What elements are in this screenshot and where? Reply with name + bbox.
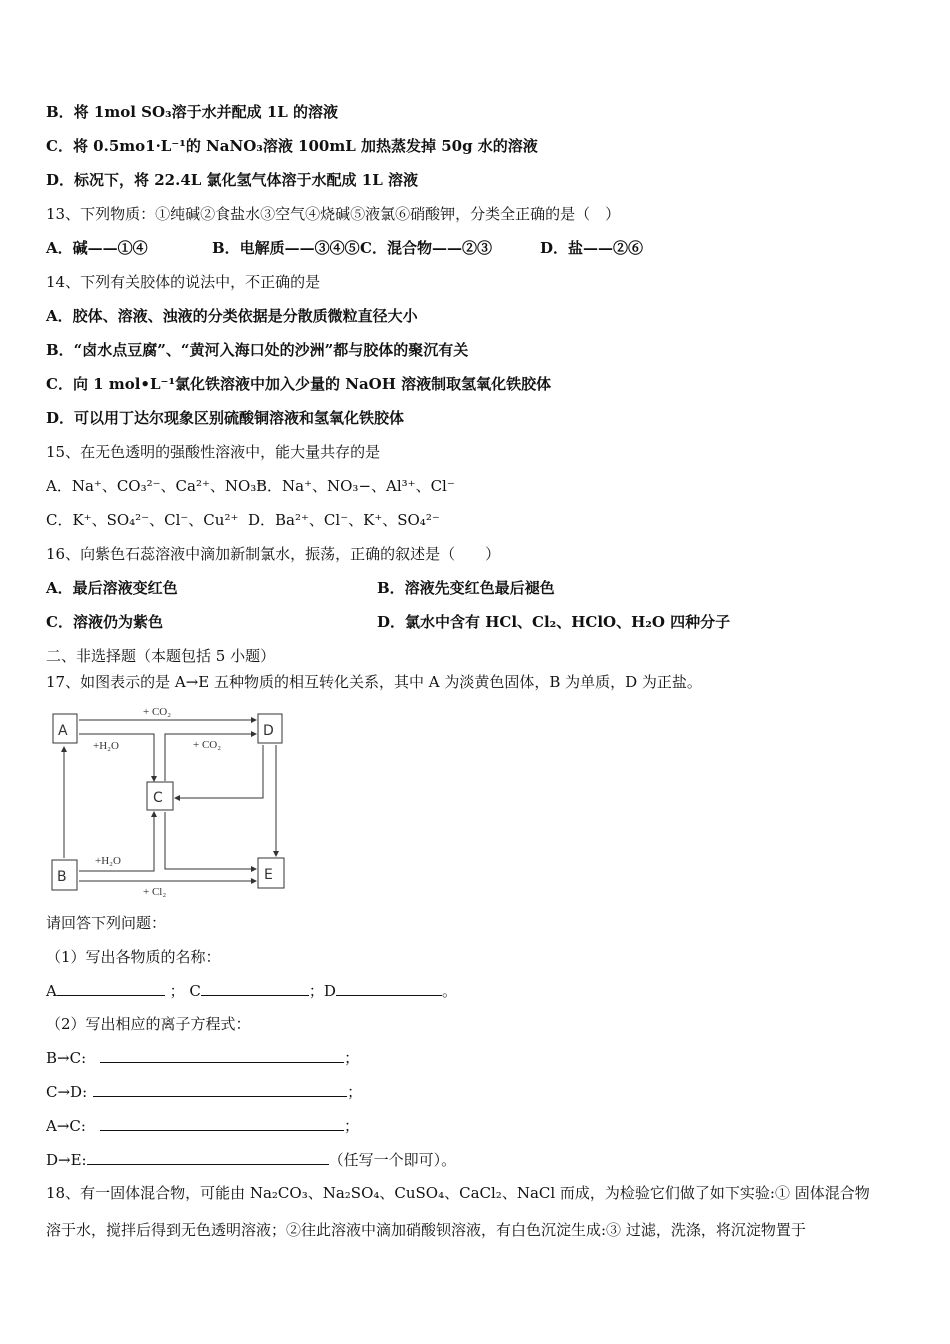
q13-option-c: C．混合物——②③ [360, 239, 492, 257]
q12-option-b: B．将 1mol SO₃溶于水并配成 1L 的溶液 [46, 103, 339, 121]
q16-option-a: A．最后溶液变红色 [46, 579, 178, 597]
q17-stem: 17、如图表示的是 A→E 五种物质的相互转化关系，其中 A 为淡黄色固体，B 为单质，D 为正盐。 [46, 673, 702, 691]
answer-blank-eq[interactable] [100, 1048, 344, 1063]
node-a: A [58, 723, 68, 739]
arrow-d-to-c [175, 745, 263, 798]
q17-names-line [46, 981, 457, 1001]
answer-blank-d[interactable] [336, 981, 442, 996]
q16-option-d: D．氯水中含有 HCl、Cl₂、HClO、H₂O 四种分子 [377, 613, 731, 631]
label-b-c: +H₂O [95, 855, 121, 867]
q12-option-d: D．标况下，将 22.4L 氯化氢气体溶于水配成 1L 溶液 [46, 171, 418, 189]
node-e: E [264, 867, 273, 883]
answer-blank-eq[interactable] [93, 1082, 347, 1097]
q13-option-b: B．电解质——③④⑤ [212, 239, 360, 257]
q15-option-c: C．K⁺、SO₄²⁻、Cl⁻、Cu²⁺ [46, 511, 239, 529]
eq-label: A→C: [46, 1117, 86, 1135]
answer-blank-eq[interactable] [87, 1150, 329, 1165]
q13-option-a: A．碱——①④ [46, 239, 148, 257]
answer-blank-a[interactable] [57, 981, 165, 996]
q15-option-a: A．Na⁺、CO₃²⁻、Ca²⁺、NO₃⁻ [46, 477, 265, 495]
q17-prompt: 请回答下列问题： [46, 914, 167, 932]
q14-option-b: B．“卤水点豆腐”、“黄河入海口处的沙洲”都与胶体的聚沉有关 [46, 341, 469, 359]
q14-stem: 14、下列有关胶体的说法中，不正确的是 [46, 273, 321, 291]
separator: ； [169, 982, 185, 1000]
name-a-label: A [46, 982, 57, 1000]
answer-blank-eq[interactable] [100, 1116, 344, 1131]
equation-d-e [46, 1150, 456, 1170]
q15-option-d: D．Ba²⁺、Cl⁻、K⁺、SO₄²⁻ [248, 511, 440, 529]
q16-option-c: C．溶液仍为紫色 [46, 613, 163, 631]
label-b-e: + Cl₂ [143, 886, 167, 898]
eq-label: C→D: [46, 1083, 88, 1101]
reaction-diagram [40, 700, 300, 900]
eq-end: （任写一个即可）。 [328, 1151, 457, 1169]
name-d-label: D [323, 982, 336, 1000]
separator: ； [308, 982, 324, 1000]
node-c: C [153, 790, 163, 806]
eq-end: ； [344, 1049, 360, 1067]
eq-label: D→E: [46, 1151, 87, 1169]
q15-stem: 15、在无色透明的强酸性溶液中，能大量共存的是 [46, 443, 381, 461]
node-b: B [57, 869, 67, 885]
equation-c-d [46, 1082, 362, 1102]
q12-option-c: C．将 0.5mo1·L⁻¹的 NaNO₃溶液 100mL 加热蒸发掉 50g 水的溶液 [46, 137, 538, 155]
q18-line1: 18、有一固体混合物，可能由 Na₂CO₃、Na₂SO₄、CuSO₄、CaCl₂、NaCl 而成，为检验它们做了如下实验:① 固体混合物 [46, 1184, 870, 1202]
label-c-d: + CO₂ [193, 739, 222, 751]
label-a-d: + CO₂ [143, 706, 172, 718]
q13-stem: 13、下列物质：①纯碱②食盐水③空气④烧碱⑤液氯⑥硝酸钾，分类全正确的是（ ） [46, 205, 621, 223]
eq-end: ； [347, 1083, 363, 1101]
period: 。 [441, 982, 457, 1000]
q14-option-c: C．向 1 mol•L⁻¹氯化铁溶液中加入少量的 NaOH 溶液制取氢氧化铁胶体 [46, 375, 552, 393]
equation-b-c [46, 1048, 359, 1068]
q15-option-b: B．Na⁺、NO₃−、Al³⁺、Cl⁻ [256, 477, 455, 495]
q18-line2: 溶于水，搅拌后得到无色透明溶液；②往此溶液中滴加硝酸钡溶液，有白色沉淀生成:③ 过滤，洗涤，将沉淀物置于 [46, 1221, 806, 1239]
equation-a-c [46, 1116, 359, 1136]
arrow-c-to-e [165, 812, 256, 869]
answer-blank-c[interactable] [201, 981, 309, 996]
q16-stem: 16、向紫色石蕊溶液中滴加新制氯水，振荡，正确的叙述是（ ） [46, 545, 501, 563]
eq-label: B→C: [46, 1049, 87, 1067]
q17-part1: （1）写出各物质的名称： [46, 948, 221, 966]
node-d: D [263, 723, 274, 739]
section-heading: 二、非选择题（本题包括 5 小题） [46, 647, 276, 665]
q16-option-b: B．溶液先变红色最后褪色 [377, 579, 555, 597]
name-c-label: C [189, 982, 201, 1000]
q17-part2: （2）写出相应的离子方程式： [46, 1015, 251, 1033]
q14-option-a: A．胶体、溶液、浊液的分类依据是分散质微粒直径大小 [46, 307, 418, 325]
label-a-c: +H₂O [93, 740, 119, 752]
q13-option-d: D．盐——②⑥ [540, 239, 644, 257]
eq-end: ； [343, 1117, 359, 1135]
q14-option-d: D．可以用丁达尔现象区别硫酸铜溶液和氢氧化铁胶体 [46, 409, 405, 427]
